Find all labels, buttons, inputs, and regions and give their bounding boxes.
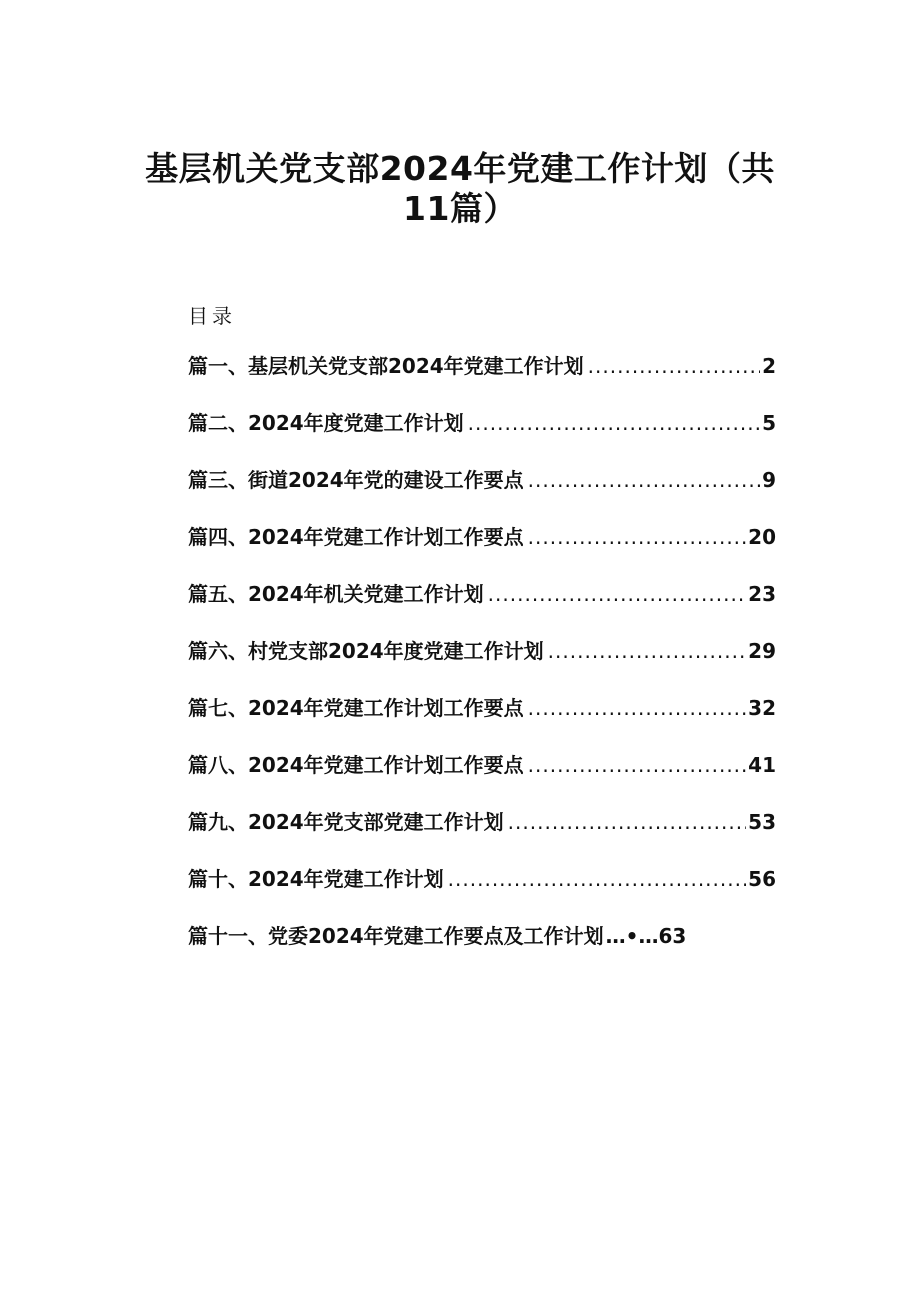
toc-entry-page: 20 (748, 525, 776, 549)
toc-entry-label: 篇一、基层机关党支部2024年党建工作计划 (188, 354, 584, 378)
toc-entry-label: 篇四、2024年党建工作计划工作要点 (188, 525, 524, 549)
toc-entry-9[interactable] (188, 804, 776, 861)
toc-entry-label: 篇五、2024年机关党建工作计划 (188, 582, 484, 606)
toc-entry-label: 篇八、2024年党建工作计划工作要点 (188, 753, 524, 777)
toc-entry-7[interactable] (188, 690, 776, 747)
toc-entry-page: 5 (762, 411, 776, 435)
toc-entry-8[interactable] (188, 747, 776, 804)
toc-entry-page: 2 (762, 354, 776, 378)
toc-entry-1[interactable] (188, 348, 776, 405)
toc-entry-page: 32 (748, 696, 776, 720)
table-of-contents (188, 348, 776, 975)
toc-dot-leader (448, 861, 746, 897)
toc-dot-leader (488, 576, 746, 612)
toc-entry-3[interactable] (188, 462, 776, 519)
toc-entry-4[interactable] (188, 519, 776, 576)
toc-entry-page: 9 (762, 468, 776, 492)
toc-entry-page: …•…63 (605, 924, 687, 948)
toc-dot-leader (528, 462, 760, 498)
toc-entry-2[interactable] (188, 405, 776, 462)
toc-entry-6[interactable] (188, 633, 776, 690)
document-title-line-2: 11篇） (403, 189, 517, 228)
toc-entry-label: 篇九、2024年党支部党建工作计划 (188, 810, 504, 834)
toc-entry-page: 56 (748, 867, 776, 891)
toc-dot-leader (528, 747, 746, 783)
toc-entry-page: 29 (748, 639, 776, 663)
toc-entry-page: 23 (748, 582, 776, 606)
toc-dot-leader (588, 348, 760, 384)
toc-entry-10[interactable] (188, 861, 776, 918)
toc-entry-page: 53 (748, 810, 776, 834)
toc-dot-leader (548, 633, 746, 669)
toc-entry-label: 篇十一、党委2024年党建工作要点及工作计划 (188, 924, 604, 948)
toc-dot-leader (528, 690, 746, 726)
toc-dot-leader (468, 405, 760, 441)
toc-entry-label: 篇六、村党支部2024年度党建工作计划 (188, 639, 544, 663)
toc-entry-page: 41 (748, 753, 776, 777)
document-title-line-1: 基层机关党支部2024年党建工作计划（共 (145, 149, 775, 188)
toc-entry-label: 篇三、街道2024年党的建设工作要点 (188, 468, 524, 492)
toc-entry-label: 篇十、2024年党建工作计划 (188, 867, 444, 891)
toc-entry-label: 篇二、2024年度党建工作计划 (188, 411, 464, 435)
toc-dot-leader (508, 804, 746, 840)
toc-heading: 目录 (188, 304, 236, 328)
toc-entry-5[interactable] (188, 576, 776, 633)
toc-dot-leader (528, 519, 746, 555)
toc-entry-label: 篇七、2024年党建工作计划工作要点 (188, 696, 524, 720)
toc-entry-11[interactable] (188, 918, 776, 975)
